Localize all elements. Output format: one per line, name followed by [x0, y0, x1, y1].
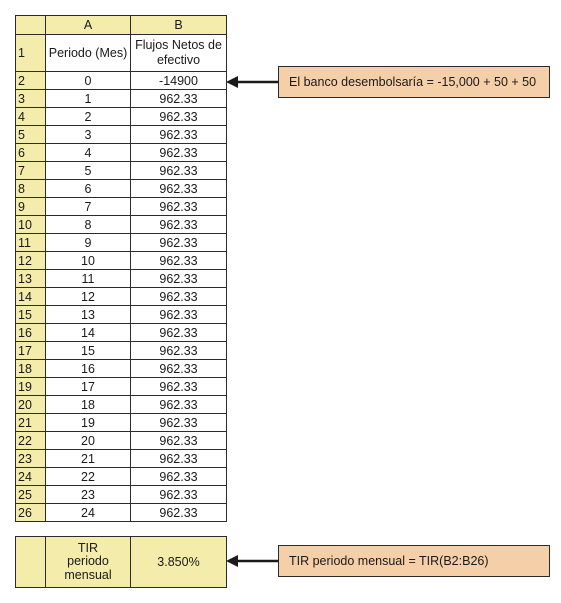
table-row: [16, 504, 227, 522]
arrow-left-icon: [226, 76, 278, 88]
select-all-corner[interactable]: [16, 16, 46, 35]
table-row: [16, 432, 227, 450]
table-row: [16, 126, 227, 144]
period-cell[interactable]: 11: [46, 270, 131, 288]
cash-flow-cell[interactable]: 962.33: [131, 396, 227, 414]
row-number[interactable]: 20: [16, 396, 46, 414]
table-row: [16, 144, 227, 162]
row-number[interactable]: [16, 537, 46, 588]
cash-flow-cell[interactable]: 962.33: [131, 342, 227, 360]
table-row: [16, 72, 227, 90]
cash-flow-cell[interactable]: 962.33: [131, 252, 227, 270]
table-row: [16, 378, 227, 396]
row-number[interactable]: 24: [16, 468, 46, 486]
cash-flow-cell[interactable]: 962.33: [131, 288, 227, 306]
cash-flow-cell[interactable]: 962.33: [131, 270, 227, 288]
row-number[interactable]: 1: [16, 35, 46, 72]
table-row: [16, 198, 227, 216]
tir-label-line-3: mensual: [64, 567, 112, 582]
cash-flow-cell[interactable]: 962.33: [131, 360, 227, 378]
table-row: [16, 216, 227, 234]
period-cell[interactable]: 15: [46, 342, 131, 360]
period-cell[interactable]: 8: [46, 216, 131, 234]
row-number[interactable]: 16: [16, 324, 46, 342]
tir-value-cell[interactable]: 3.850%: [131, 537, 227, 588]
cash-flow-cell[interactable]: 962.33: [131, 162, 227, 180]
cash-flow-cell[interactable]: 962.33: [131, 198, 227, 216]
column-header-row: [16, 16, 227, 35]
period-cell[interactable]: 1: [46, 90, 131, 108]
cash-flow-cell[interactable]: 962.33: [131, 504, 227, 522]
period-cell[interactable]: 3: [46, 126, 131, 144]
table-row: [16, 252, 227, 270]
cash-flow-cell[interactable]: 962.33: [131, 378, 227, 396]
row-number[interactable]: 12: [16, 252, 46, 270]
period-cell[interactable]: 5: [46, 162, 131, 180]
row-number[interactable]: 11: [16, 234, 46, 252]
period-cell[interactable]: 17: [46, 378, 131, 396]
tir-result-row: [15, 536, 227, 588]
table-row: [16, 486, 227, 504]
row-number[interactable]: 8: [16, 180, 46, 198]
tir-label-line-2: periodo: [67, 554, 109, 569]
cash-flow-cell[interactable]: 962.33: [131, 306, 227, 324]
table-row: [16, 90, 227, 108]
cash-flow-cell[interactable]: 962.33: [131, 234, 227, 252]
period-cell[interactable]: 23: [46, 486, 131, 504]
period-cell[interactable]: 9: [46, 234, 131, 252]
period-cell[interactable]: 14: [46, 324, 131, 342]
cash-flow-cell[interactable]: 962.33: [131, 450, 227, 468]
title-row: [16, 35, 227, 72]
row-number[interactable]: 4: [16, 108, 46, 126]
table-row: [16, 162, 227, 180]
cash-flow-cell[interactable]: 962.33: [131, 90, 227, 108]
row-number[interactable]: 2: [16, 72, 46, 90]
period-cell[interactable]: 24: [46, 504, 131, 522]
cash-flow-cell[interactable]: 962.33: [131, 108, 227, 126]
period-header-cell[interactable]: Periodo (Mes): [46, 35, 131, 72]
row-number[interactable]: 15: [16, 306, 46, 324]
spreadsheet-grid: [15, 15, 227, 522]
cash-flow-cell[interactable]: 962.33: [131, 468, 227, 486]
table-row: [16, 450, 227, 468]
period-cell[interactable]: 12: [46, 288, 131, 306]
period-cell[interactable]: 21: [46, 450, 131, 468]
row-number[interactable]: 19: [16, 378, 46, 396]
table-row: [16, 360, 227, 378]
row-number[interactable]: 21: [16, 414, 46, 432]
bank-disbursement-note: El banco desembolsaría = -15,000 + 50 + 50: [278, 66, 550, 98]
period-cell[interactable]: 22: [46, 468, 131, 486]
tir-label-line-1: TIR: [77, 540, 99, 555]
column-header-b[interactable]: B: [131, 16, 227, 35]
row-number[interactable]: 23: [16, 450, 46, 468]
tir-label-cell[interactable]: [46, 537, 131, 588]
period-cell[interactable]: 4: [46, 144, 131, 162]
cash-flow-cell[interactable]: 962.33: [131, 144, 227, 162]
column-header-a[interactable]: A: [46, 16, 131, 35]
cash-flow-cell[interactable]: 962.33: [131, 486, 227, 504]
period-cell[interactable]: 2: [46, 108, 131, 126]
table-row: [16, 270, 227, 288]
row-number[interactable]: 6: [16, 144, 46, 162]
period-cell[interactable]: 0: [46, 72, 131, 90]
period-cell[interactable]: 7: [46, 198, 131, 216]
table-row: [16, 288, 227, 306]
row-number[interactable]: 22: [16, 432, 46, 450]
period-cell[interactable]: 16: [46, 360, 131, 378]
cash-flow-header-cell[interactable]: Flujos Netos de efectivo: [131, 35, 227, 72]
row-number[interactable]: 25: [16, 486, 46, 504]
row-number[interactable]: 5: [16, 126, 46, 144]
row-number[interactable]: 10: [16, 216, 46, 234]
table-row: [16, 342, 227, 360]
row-number[interactable]: 13: [16, 270, 46, 288]
table-row: [16, 234, 227, 252]
period-cell[interactable]: 10: [46, 252, 131, 270]
cash-flow-cell[interactable]: 962.33: [131, 432, 227, 450]
period-cell[interactable]: 19: [46, 414, 131, 432]
table-row: [16, 108, 227, 126]
row-number[interactable]: 14: [16, 288, 46, 306]
row-number[interactable]: 9: [16, 198, 46, 216]
cash-flow-cell[interactable]: 962.33: [131, 180, 227, 198]
table-row: [16, 414, 227, 432]
period-cell[interactable]: 20: [46, 432, 131, 450]
row-number[interactable]: 26: [16, 504, 46, 522]
table-row: [16, 180, 227, 198]
period-cell[interactable]: 18: [46, 396, 131, 414]
table-row: [16, 396, 227, 414]
cash-flow-cell[interactable]: 962.33: [131, 414, 227, 432]
table-row: [16, 468, 227, 486]
row-number[interactable]: 17: [16, 342, 46, 360]
tir-formula-note: TIR periodo mensual = TIR(B2:B26): [278, 545, 550, 577]
cash-flow-cell[interactable]: 962.33: [131, 126, 227, 144]
cash-flow-cell[interactable]: 962.33: [131, 324, 227, 342]
period-cell[interactable]: 6: [46, 180, 131, 198]
period-cell[interactable]: 13: [46, 306, 131, 324]
table-row: [16, 306, 227, 324]
table-row: [16, 324, 227, 342]
cash-flow-cell[interactable]: -14900: [131, 72, 227, 90]
row-number[interactable]: 7: [16, 162, 46, 180]
arrow-left-icon: [226, 555, 278, 567]
row-number[interactable]: 18: [16, 360, 46, 378]
row-number[interactable]: 3: [16, 90, 46, 108]
cash-flow-cell[interactable]: 962.33: [131, 216, 227, 234]
